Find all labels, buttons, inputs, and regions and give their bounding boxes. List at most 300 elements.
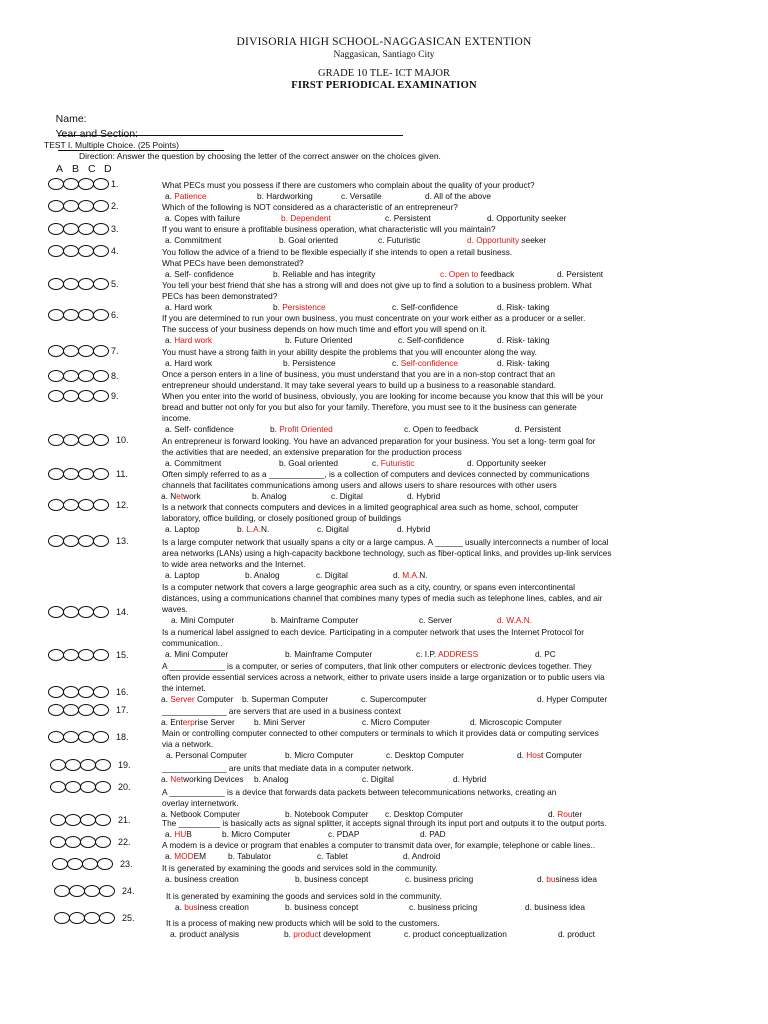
bubble-b[interactable] bbox=[65, 814, 81, 826]
answer-bubbles bbox=[48, 704, 108, 716]
question-text: When you enter into the world of business, obviously, you are looking for income because you know that this will be your bbox=[162, 391, 604, 401]
bubble-a[interactable] bbox=[48, 686, 64, 698]
bubble-d[interactable] bbox=[93, 278, 109, 290]
question-text: A modem is a device or program that enables a computer to transmit data over, for example, telephone or cable lines.. bbox=[162, 840, 596, 850]
answer-bubbles bbox=[50, 836, 110, 848]
option-d[interactable]: d. Opportunity seeker bbox=[487, 213, 567, 223]
bubble-c[interactable] bbox=[78, 606, 94, 618]
highlighted-answer: b. Dependent bbox=[281, 213, 331, 223]
highlighted-answer: Self-confidence bbox=[400, 358, 458, 368]
question-number: 13. bbox=[116, 536, 129, 546]
letter-a: A bbox=[56, 163, 64, 175]
question-text: entrepreneur should understand. It may take several years to build up a business to a reasonable standard. bbox=[162, 380, 556, 390]
bubble-d[interactable] bbox=[95, 759, 111, 771]
option-c[interactable]: c. product conceptualization bbox=[404, 929, 507, 939]
question-number: 18. bbox=[116, 732, 129, 742]
question-text: An entrepreneur is forward looking. You have an advanced preparation for your business. You set a long- term goal for bbox=[162, 436, 596, 446]
highlighted-answer: Rou bbox=[557, 809, 573, 819]
question-number: 7. bbox=[111, 346, 119, 356]
option-c[interactable]: c. Futuristic bbox=[378, 235, 421, 245]
bubble-c[interactable] bbox=[84, 885, 100, 897]
answer-bubbles bbox=[48, 468, 108, 480]
option-c[interactable]: c. Tablet bbox=[317, 851, 348, 861]
bubble-d[interactable] bbox=[99, 885, 115, 897]
question-text: the internet. bbox=[162, 683, 206, 693]
bubble-d[interactable] bbox=[93, 200, 109, 212]
question-number: 20. bbox=[118, 782, 131, 792]
bubble-b[interactable] bbox=[63, 434, 79, 446]
question-text: Which of the following is NOT considered as a characteristic of an entrepreneur? bbox=[162, 202, 458, 212]
bubble-b[interactable] bbox=[63, 535, 79, 547]
bubble-d[interactable] bbox=[93, 390, 109, 402]
option-b[interactable]: b. Persistence bbox=[273, 302, 326, 312]
question-number: 22. bbox=[118, 837, 131, 847]
question-text: Is a computer network that covers a large geographic area such as a city, country, or spans even intercontinental bbox=[162, 582, 575, 592]
highlighted-answer: M.A. bbox=[402, 570, 420, 580]
name-label: Name: bbox=[55, 113, 87, 125]
question-text: distances, using a communications channel that combines many types of media such as telephone lines, cables, and air bbox=[162, 593, 603, 603]
option-b[interactable]: b. L.A.N. bbox=[237, 524, 270, 534]
bubble-c[interactable] bbox=[80, 759, 96, 771]
highlighted-answer: Profit Oriented bbox=[279, 424, 333, 434]
option-b[interactable]: b. Notebook Computer bbox=[285, 809, 369, 819]
bubble-c[interactable] bbox=[80, 836, 96, 848]
option-b[interactable]: b. Analog bbox=[245, 570, 280, 580]
highlighted-answer: bu bbox=[546, 874, 556, 884]
option-a[interactable]: a. Laptop bbox=[165, 570, 200, 580]
option-a[interactable]: a. Self- confidence bbox=[165, 424, 234, 434]
highlighted-answer: ADDRESS bbox=[438, 649, 479, 659]
bubble-b[interactable] bbox=[65, 781, 81, 793]
question-text: A ____________ is a computer, or series of computers, that link other computers or electronic devices together. They bbox=[162, 661, 592, 671]
bubble-c[interactable] bbox=[78, 200, 94, 212]
option-d[interactable] bbox=[497, 615, 532, 625]
option-c[interactable]: c. Digital bbox=[362, 774, 394, 784]
option-c[interactable]: c. business pricing bbox=[409, 902, 478, 912]
highlighted-answer: MOD bbox=[174, 851, 194, 861]
bubble-a[interactable] bbox=[48, 245, 64, 257]
option-a[interactable]: a. Enterprise Server bbox=[161, 717, 235, 727]
option-b[interactable]: b. Micro Computer bbox=[285, 750, 354, 760]
option-b[interactable]: b. Goal oriented bbox=[279, 235, 339, 245]
option-d[interactable]: d. Microscopic Computer bbox=[470, 717, 562, 727]
bubble-d[interactable] bbox=[93, 178, 109, 190]
question-text: If you want to ensure a profitable business operation, what characteristic will you maintain? bbox=[162, 224, 496, 234]
option-c[interactable]: c. PDAP bbox=[328, 829, 360, 839]
option-b[interactable]: b. Superman Computer bbox=[242, 694, 329, 704]
bubble-c[interactable] bbox=[78, 434, 94, 446]
bubble-c[interactable] bbox=[78, 245, 94, 257]
option-d[interactable]: d. All of the above bbox=[425, 191, 491, 201]
bubble-d[interactable] bbox=[93, 370, 109, 382]
option-b[interactable]: b. business concept bbox=[295, 874, 369, 884]
letter-b: B bbox=[72, 163, 80, 175]
option-d[interactable]: d. Risk- taking bbox=[497, 335, 550, 345]
bubble-a[interactable] bbox=[48, 200, 64, 212]
bubble-a[interactable] bbox=[48, 345, 64, 357]
bubble-c[interactable] bbox=[78, 468, 94, 480]
question-text: PECs has been demonstrated? bbox=[162, 291, 278, 301]
option-c[interactable]: c. Self-confidence bbox=[392, 302, 458, 312]
highlighted-answer: et bbox=[176, 491, 184, 501]
option-d[interactable]: d. Persistent bbox=[557, 269, 604, 279]
bubble-b[interactable] bbox=[63, 223, 79, 235]
option-a[interactable]: a. HUB bbox=[165, 829, 192, 839]
question-text: What PECs must you possess if there are customers who complain about the quality of your product? bbox=[162, 180, 535, 190]
answer-bubbles bbox=[50, 814, 110, 826]
option-d[interactable]: d. PAD bbox=[420, 829, 446, 839]
option-a[interactable]: a. Laptop bbox=[165, 524, 200, 534]
option-a[interactable]: a. Network bbox=[161, 491, 201, 501]
question-text: area networks (LANs) using a high-capacity backbone technology, such as fiber-optical links, and provides up-link services bbox=[162, 548, 612, 558]
bubble-c[interactable] bbox=[80, 781, 96, 793]
option-a[interactable]: a. Mini Computer bbox=[165, 649, 229, 659]
option-a[interactable]: a. product analysis bbox=[170, 929, 240, 939]
bubble-a[interactable] bbox=[52, 858, 68, 870]
option-a[interactable]: a. Commitment bbox=[165, 458, 222, 468]
bubble-c[interactable] bbox=[78, 499, 94, 511]
highlighted-answer: d. Opportunity bbox=[467, 235, 520, 245]
highlighted-answer: erp bbox=[182, 717, 195, 727]
option-d[interactable]: d. business idea bbox=[525, 902, 585, 912]
option-b[interactable]: b. Hardworking bbox=[257, 191, 313, 201]
question-text: Often simply referred to as a ____________, is a collection of computers and devices connected by communications bbox=[162, 469, 590, 479]
option-c[interactable]: c. Digital bbox=[331, 491, 363, 501]
highlighted-answer: Net bbox=[170, 774, 184, 784]
bubble-c[interactable] bbox=[78, 345, 94, 357]
option-b[interactable]: b. Analog bbox=[252, 491, 287, 501]
bubble-c[interactable] bbox=[78, 178, 94, 190]
letter-c: C bbox=[88, 163, 96, 175]
option-d[interactable]: d. Router bbox=[548, 809, 583, 819]
option-c[interactable]: c. Open to feedback bbox=[404, 424, 479, 434]
bubble-d[interactable] bbox=[93, 535, 109, 547]
answer-bubbles bbox=[48, 223, 108, 235]
bubble-c[interactable] bbox=[78, 686, 94, 698]
option-b[interactable]: b. Mainframe Computer bbox=[285, 649, 373, 659]
option-a[interactable]: a. Patience bbox=[165, 191, 207, 201]
option-d[interactable]: d. Risk- taking bbox=[497, 302, 550, 312]
option-b[interactable]: b. Reliable and has integrity bbox=[273, 269, 376, 279]
option-c[interactable]: c. Self-confidence bbox=[398, 335, 464, 345]
highlighted-answer: Hos bbox=[526, 750, 541, 760]
option-b[interactable]: b. Goal oriented bbox=[279, 458, 339, 468]
option-d[interactable]: d. Risk- taking bbox=[497, 358, 550, 368]
bubble-d[interactable] bbox=[93, 345, 109, 357]
bubble-d[interactable] bbox=[93, 606, 109, 618]
bubble-c[interactable] bbox=[78, 390, 94, 402]
bubble-c[interactable] bbox=[80, 814, 96, 826]
option-a[interactable]: a. Server Computer bbox=[161, 694, 234, 704]
question-text: waves. bbox=[162, 604, 188, 614]
option-a[interactable]: a. Networking Devices bbox=[161, 774, 244, 784]
option-a[interactable]: a. Hard work bbox=[165, 358, 213, 368]
question-number: 16. bbox=[116, 687, 129, 697]
answer-bubbles bbox=[48, 245, 108, 257]
bubble-d[interactable] bbox=[93, 309, 109, 321]
question-number: 21. bbox=[118, 815, 131, 825]
option-c[interactable]: c. Desktop Computer bbox=[385, 809, 463, 819]
question-number: 25. bbox=[122, 913, 135, 923]
bubble-a[interactable] bbox=[50, 836, 66, 848]
question-number: 10. bbox=[116, 435, 129, 445]
section-label: Year and Section: bbox=[55, 128, 138, 140]
option-b[interactable]: b. Future Oriented bbox=[285, 335, 353, 345]
option-a[interactable]: a. Mini Computer bbox=[171, 615, 235, 625]
bubble-a[interactable] bbox=[50, 781, 66, 793]
bubble-c[interactable] bbox=[78, 535, 94, 547]
option-d[interactable]: d. Persistent bbox=[515, 424, 562, 434]
question-text: A ____________ is a device that forwards data packets between telecommunications networks, creating an bbox=[162, 787, 557, 797]
test-title: TEST I. Multiple Choice. (25 Points) bbox=[44, 140, 179, 150]
bubble-d[interactable] bbox=[93, 434, 109, 446]
option-a[interactable]: a. Hard work bbox=[165, 335, 213, 345]
question-number: 2. bbox=[111, 201, 119, 211]
bubble-a[interactable] bbox=[48, 649, 64, 661]
highlighted-answer: Persistence bbox=[282, 302, 326, 312]
bubble-d[interactable] bbox=[93, 499, 109, 511]
option-d[interactable]: d. Host Computer bbox=[517, 750, 583, 760]
option-c[interactable]: c. Futuristic bbox=[372, 458, 415, 468]
bubble-a[interactable] bbox=[50, 814, 66, 826]
option-a[interactable]: a. Personal Computer bbox=[166, 750, 247, 760]
answer-bubbles bbox=[52, 858, 112, 870]
highlighted-answer: bus bbox=[184, 902, 198, 912]
option-d[interactable]: d. M.A.N. bbox=[393, 570, 428, 580]
bubble-d[interactable] bbox=[99, 912, 115, 924]
bubble-a[interactable] bbox=[48, 606, 64, 618]
option-d[interactable]: d. Opportunity seeker bbox=[467, 235, 547, 245]
exam-title: FIRST PERIODICAL EXAMINATION bbox=[291, 80, 477, 91]
bubble-a[interactable] bbox=[48, 309, 64, 321]
bubble-b[interactable] bbox=[63, 499, 79, 511]
highlighted-answer: d. W.A.N. bbox=[497, 615, 533, 625]
question-text: the activities that are needed, an extensive preparation for the production process bbox=[162, 447, 462, 457]
option-c[interactable]: c. Self-confidence bbox=[392, 358, 458, 368]
option-a[interactable]: a. Copes with failure bbox=[165, 213, 241, 223]
answer-bubbles bbox=[54, 885, 114, 897]
question-text: communication.. bbox=[162, 638, 223, 648]
option-d[interactable]: d. Hyper Computer bbox=[537, 694, 608, 704]
question-text: overlay internetwork. bbox=[162, 798, 239, 808]
bubble-c[interactable] bbox=[84, 912, 100, 924]
answer-bubbles bbox=[48, 309, 108, 321]
bubble-a[interactable] bbox=[48, 390, 64, 402]
question-number: 4. bbox=[111, 246, 119, 256]
question-text: via a network. bbox=[162, 739, 214, 749]
question-number: 8. bbox=[111, 371, 119, 381]
highlighted-answer: c. Open to bbox=[440, 269, 479, 279]
option-a[interactable]: a. Commitment bbox=[165, 235, 222, 245]
question-number: 17. bbox=[116, 705, 129, 715]
bubble-d[interactable] bbox=[97, 858, 113, 870]
option-a[interactable]: a. Netbook Computer bbox=[161, 809, 240, 819]
answer-bubbles bbox=[48, 178, 108, 190]
question-text: If you are determined to run your own business, you must concentrate on your work either as a producer or a seller. bbox=[162, 313, 586, 323]
bubble-b[interactable] bbox=[63, 178, 79, 190]
option-c[interactable]: c. Open to feedback bbox=[440, 269, 515, 279]
highlighted-answer: Patience bbox=[174, 191, 207, 201]
question-text: Main or controlling computer connected to other computers or terminals to which it provides data or computing services bbox=[162, 728, 599, 738]
bubble-b[interactable] bbox=[63, 704, 79, 716]
highlighted-answer: L.A. bbox=[246, 524, 261, 534]
question-text: It is a process of making new products which will be sold to the customers. bbox=[166, 918, 440, 928]
option-c[interactable]: c. Server bbox=[419, 615, 453, 625]
question-text: income. bbox=[162, 413, 192, 423]
bubble-a[interactable] bbox=[50, 759, 66, 771]
option-b[interactable]: b. Profit Oriented bbox=[270, 424, 333, 434]
bubble-a[interactable] bbox=[48, 370, 64, 382]
option-c[interactable]: c. business pricing bbox=[405, 874, 474, 884]
bubble-d[interactable] bbox=[93, 686, 109, 698]
bubble-a[interactable] bbox=[48, 468, 64, 480]
option-a[interactable]: a. Hard work bbox=[165, 302, 213, 312]
option-a[interactable]: a. MODEM bbox=[165, 851, 207, 861]
bubble-d[interactable] bbox=[93, 704, 109, 716]
option-c[interactable]: c. I.P. ADDRESS bbox=[416, 649, 479, 659]
bubble-d[interactable] bbox=[93, 731, 109, 743]
option-b[interactable]: b. Analog bbox=[254, 774, 289, 784]
answer-letters bbox=[56, 163, 120, 175]
question-text: You tell your best friend that she has a strong will and does not give up to find a solution to a business problem. What bbox=[162, 280, 592, 290]
bubble-b[interactable] bbox=[67, 858, 83, 870]
option-b[interactable]: b. Mini Server bbox=[254, 717, 306, 727]
option-c[interactable]: c. Digital bbox=[316, 570, 348, 580]
option-c[interactable]: c. Persistent bbox=[385, 213, 431, 223]
answer-bubbles bbox=[48, 370, 108, 382]
answer-bubbles bbox=[48, 345, 108, 357]
option-b[interactable]: b. Mainframe Computer bbox=[271, 615, 359, 625]
option-c[interactable]: c. Versatile bbox=[341, 191, 382, 201]
question-text: channels that facilitates communications among users and allows users to share resources with other users bbox=[162, 480, 557, 490]
option-a[interactable]: a. business creation bbox=[165, 874, 239, 884]
question-number: 1. bbox=[111, 179, 119, 189]
option-d[interactable]: d. Hybrid bbox=[407, 491, 441, 501]
answer-bubbles bbox=[48, 731, 108, 743]
bubble-a[interactable] bbox=[48, 731, 64, 743]
highlighted-answer: HU bbox=[174, 829, 187, 839]
option-c[interactable]: c. Digital bbox=[317, 524, 349, 534]
option-d[interactable]: d. PC bbox=[535, 649, 556, 659]
bubble-c[interactable] bbox=[78, 704, 94, 716]
question-text: often provide essential services across a network, either to private users inside a large organization or to public users via bbox=[162, 672, 605, 682]
bubble-a[interactable] bbox=[54, 912, 70, 924]
grade-title: GRADE 10 TLE- ICT MAJOR bbox=[317, 68, 451, 79]
bubble-c[interactable] bbox=[78, 309, 94, 321]
answer-bubbles bbox=[48, 390, 108, 402]
bubble-d[interactable] bbox=[95, 814, 111, 826]
question-number: 3. bbox=[111, 224, 119, 234]
question-number: 24. bbox=[122, 886, 135, 896]
bubble-a[interactable] bbox=[48, 434, 64, 446]
option-d[interactable]: d. Hybrid bbox=[397, 524, 431, 534]
answer-bubbles bbox=[48, 278, 108, 290]
bubble-d[interactable] bbox=[93, 245, 109, 257]
question-text: laboratory, office building, or closely positioned group of buildings bbox=[162, 513, 402, 523]
bubble-b[interactable] bbox=[69, 885, 85, 897]
option-d[interactable]: d. Hybrid bbox=[453, 774, 487, 784]
bubble-b[interactable] bbox=[63, 309, 79, 321]
question-number: 19. bbox=[118, 760, 131, 770]
option-d[interactable]: d. business idea bbox=[537, 874, 597, 884]
bubble-d[interactable] bbox=[93, 223, 109, 235]
bubble-a[interactable] bbox=[48, 178, 64, 190]
option-a[interactable]: a. Self- confidence bbox=[165, 269, 234, 279]
option-d[interactable]: d. Android bbox=[403, 851, 441, 861]
option-d[interactable]: d. Opportunity seeker bbox=[467, 458, 547, 468]
question-text: You must have a strong faith in your ability despite the problems that you will encounter along the way. bbox=[162, 347, 537, 357]
question-number: 23. bbox=[120, 859, 133, 869]
bubble-d[interactable] bbox=[93, 649, 109, 661]
option-c[interactable]: c. Desktop Computer bbox=[386, 750, 464, 760]
bubble-b[interactable] bbox=[63, 390, 79, 402]
option-c[interactable]: c. Supercomputer bbox=[361, 694, 427, 704]
answer-bubbles bbox=[48, 535, 108, 547]
option-b[interactable]: b. product development bbox=[284, 929, 371, 939]
bubble-b[interactable] bbox=[63, 731, 79, 743]
question-text: Is a large computer network that usually spans a city or a large campus. A ______ usually interconnects a number of local bbox=[162, 537, 609, 547]
option-b[interactable] bbox=[281, 213, 331, 223]
option-d[interactable]: d. product bbox=[558, 929, 595, 939]
bubble-a[interactable] bbox=[48, 704, 64, 716]
bubble-a[interactable] bbox=[54, 885, 70, 897]
bubble-b[interactable] bbox=[63, 370, 79, 382]
bubble-b[interactable] bbox=[63, 606, 79, 618]
bubble-c[interactable] bbox=[82, 858, 98, 870]
bubble-a[interactable] bbox=[48, 499, 64, 511]
option-b[interactable]: b. Micro Computer bbox=[222, 829, 291, 839]
bubble-d[interactable] bbox=[95, 836, 111, 848]
bubble-d[interactable] bbox=[95, 781, 111, 793]
school-name: DIVISORIA HIGH SCHOOL-NAGGASICAN EXTENTION bbox=[236, 36, 532, 48]
option-b[interactable]: b. business concept bbox=[285, 902, 359, 912]
bubble-c[interactable] bbox=[78, 278, 94, 290]
question-text: Is a network that connects computers and devices in a limited geographical area such as home, school, computer bbox=[162, 502, 579, 512]
highlighted-answer: Futuristic bbox=[380, 458, 415, 468]
answer-bubbles bbox=[48, 200, 108, 212]
question-number: 14. bbox=[116, 607, 129, 617]
bubble-a[interactable] bbox=[48, 278, 64, 290]
bubble-b[interactable] bbox=[63, 345, 79, 357]
bubble-b[interactable] bbox=[63, 686, 79, 698]
bubble-c[interactable] bbox=[78, 649, 94, 661]
option-b[interactable]: b. Persistence bbox=[283, 358, 336, 368]
bubble-b[interactable] bbox=[63, 245, 79, 257]
bubble-b[interactable] bbox=[63, 649, 79, 661]
highlighted-answer: Hard work bbox=[174, 335, 213, 345]
bubble-b[interactable] bbox=[65, 836, 81, 848]
answer-bubbles bbox=[50, 781, 110, 793]
answer-bubbles bbox=[48, 434, 108, 446]
question-text: You follow the advice of a friend to be flexible especially if she intends to open a retail business. bbox=[162, 247, 513, 257]
bubble-a[interactable] bbox=[48, 535, 64, 547]
bubble-b[interactable] bbox=[63, 200, 79, 212]
option-c[interactable]: c. Micro Computer bbox=[362, 717, 430, 727]
option-b[interactable]: b. Tabulator bbox=[228, 851, 272, 861]
question-text: It is generated by examining the goods and services sold in the community. bbox=[166, 891, 442, 901]
bubble-b[interactable] bbox=[69, 912, 85, 924]
bubble-b[interactable] bbox=[65, 759, 81, 771]
bubble-c[interactable] bbox=[78, 223, 94, 235]
option-a[interactable]: a. business creation bbox=[175, 902, 249, 912]
bubble-a[interactable] bbox=[48, 223, 64, 235]
bubble-c[interactable] bbox=[78, 370, 94, 382]
bubble-b[interactable] bbox=[63, 278, 79, 290]
bubble-b[interactable] bbox=[63, 468, 79, 480]
question-text: The success of your business depends on how much time and effort you will spend on it. bbox=[162, 324, 487, 334]
bubble-d[interactable] bbox=[93, 468, 109, 480]
bubble-c[interactable] bbox=[78, 731, 94, 743]
